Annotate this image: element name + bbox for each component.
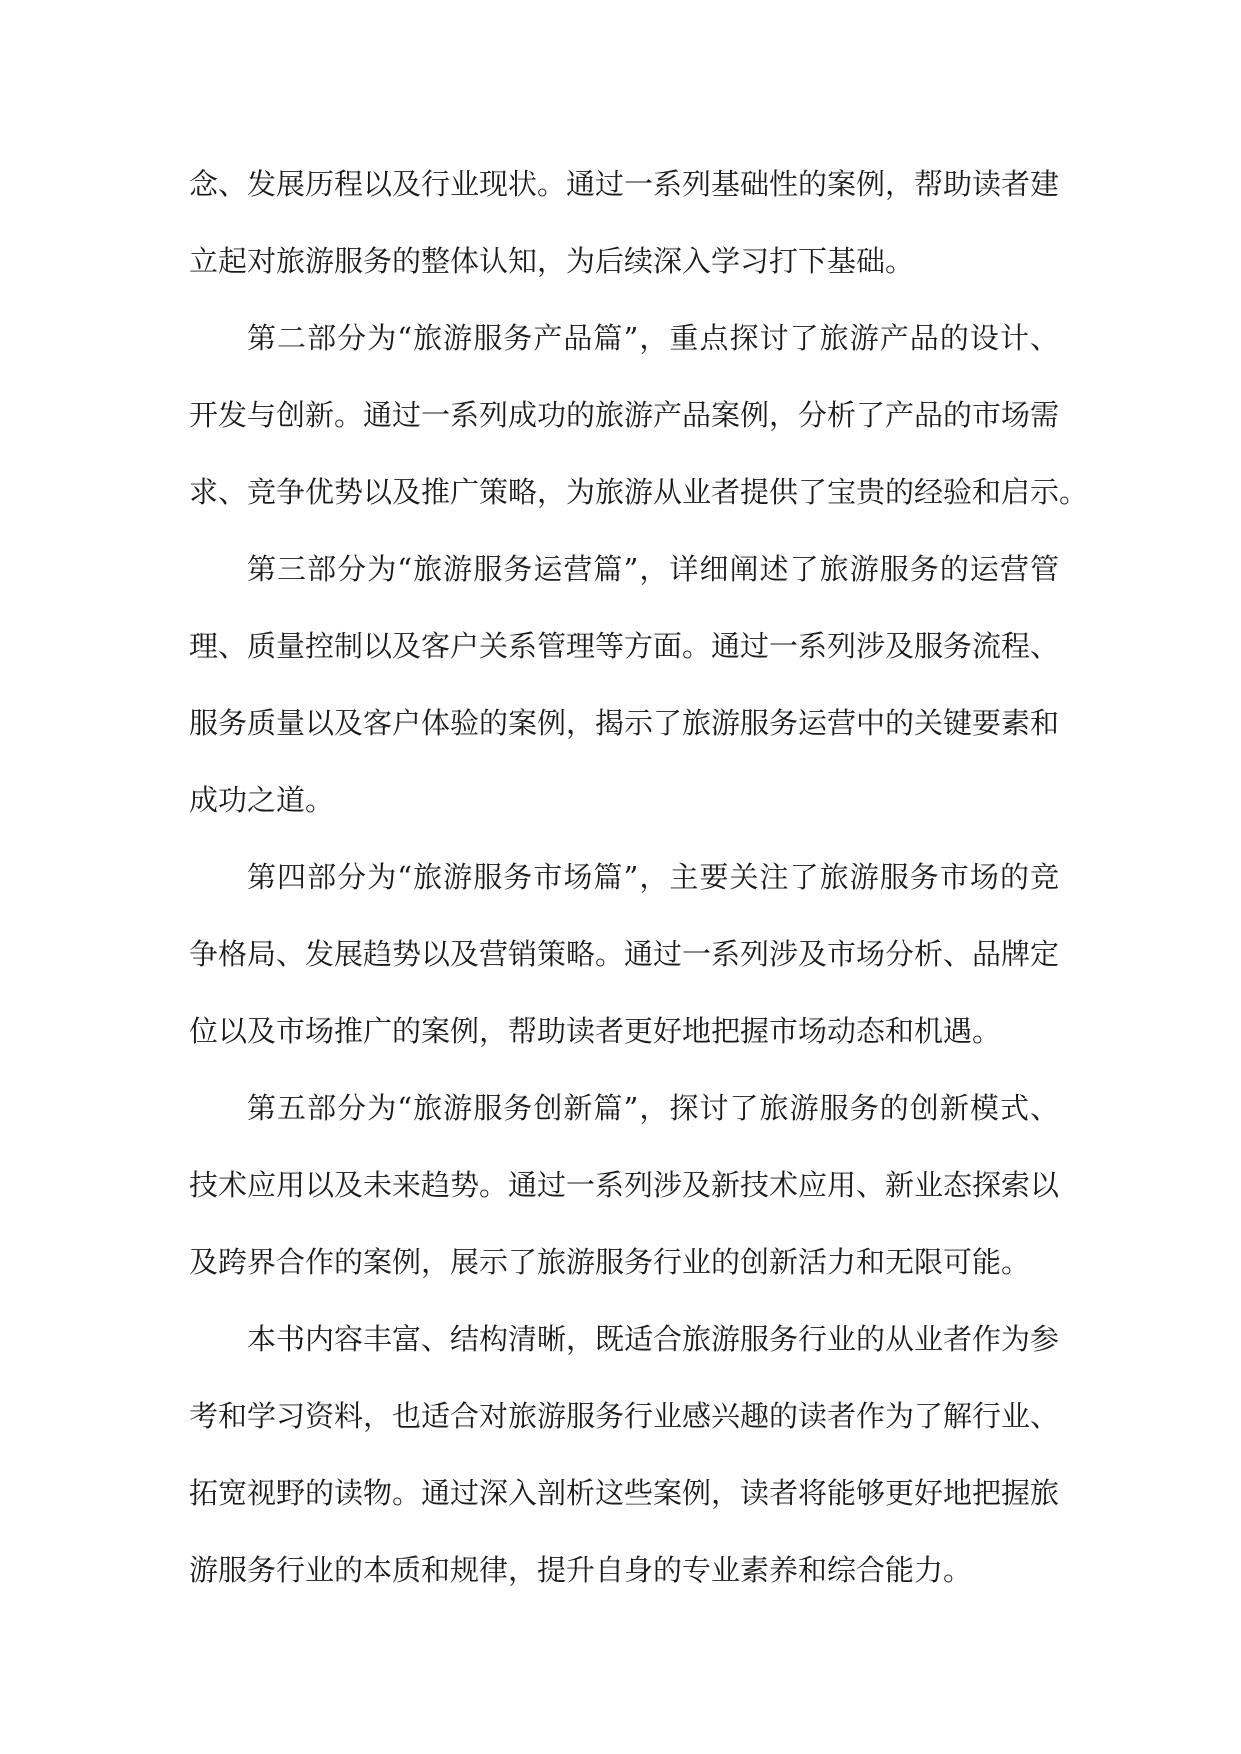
text-line: 理、质量控制以及客户关系管理等方面。通过一系列涉及服务流程、	[189, 629, 1060, 663]
paragraph-first-line: 第二部分为“旅游服务产品篇”，重点探讨了旅游产品的设计、	[247, 321, 1059, 355]
text-line: 争格局、发展趋势以及营销策略。通过一系列涉及市场分析、品牌定	[189, 937, 1060, 971]
text-line: 拓宽视野的读物。通过深入剖析这些案例，读者将能够更好地把握旅	[189, 1476, 1060, 1510]
paragraph-first-line: 第四部分为“旅游服务市场篇”，主要关注了旅游服务市场的竞	[247, 860, 1059, 894]
paragraph-first-line: 第三部分为“旅游服务运营篇”，详细阐述了旅游服务的运营管	[247, 552, 1059, 586]
text-line: 考和学习资料，也适合对旅游服务行业感兴趣的读者作为了解行业、	[189, 1399, 1060, 1433]
text-line: 游服务行业的本质和规律，提升自身的专业素养和综合能力。	[189, 1553, 973, 1587]
text-line: 服务质量以及客户体验的案例，揭示了旅游服务运营中的关键要素和	[189, 706, 1060, 740]
text-line: 立起对旅游服务的整体认知，为后续深入学习打下基础。	[189, 244, 915, 278]
text-line: 技术应用以及未来趋势。通过一系列涉及新技术应用、新业态探索以	[189, 1168, 1060, 1202]
paragraph-first-line: 本书内容丰富、结构清晰，既适合旅游服务行业的从业者作为参	[247, 1322, 1060, 1356]
text-line: 成功之道。	[189, 783, 335, 817]
text-line: 开发与创新。通过一系列成功的旅游产品案例，分析了产品的市场需	[189, 398, 1060, 432]
text-line: 位以及市场推广的案例，帮助读者更好地把握市场动态和机遇。	[189, 1014, 1002, 1048]
text-line: 及跨界合作的案例，展示了旅游服务行业的创新活力和无限可能。	[189, 1245, 1031, 1279]
text-line: 念、发展历程以及行业现状。通过一系列基础性的案例，帮助读者建	[189, 167, 1060, 201]
text-line: 求、竞争优势以及推广策略，为旅游从业者提供了宝贵的经验和启示。	[189, 475, 1089, 509]
paragraph-first-line: 第五部分为“旅游服务创新篇”，探讨了旅游服务的创新模式、	[247, 1091, 1059, 1125]
body-text	[189, 146, 1089, 1609]
